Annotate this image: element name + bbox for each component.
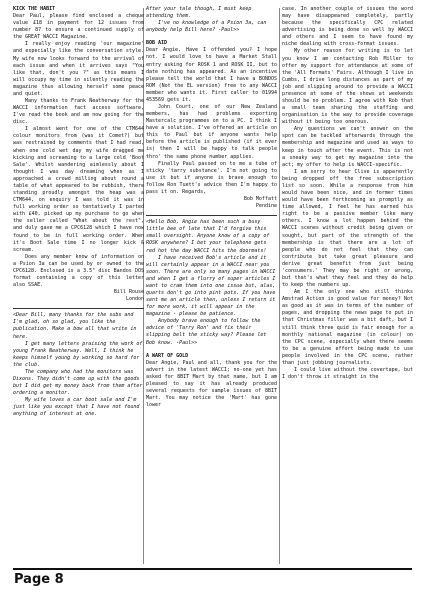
letter-heading: KICK THE HABIT [13,6,56,12]
letter-signature: Bob Moffatt [243,196,277,203]
footer-rule [13,568,412,570]
letter-paragraph: case. In another couple of issues the word may have disappeared completely, partly because the specifically CPC related advertising is being done so well by WACCI and others and I seem to have found my niche dealing with cross-format issues. [282,6,413,48]
letter-paragraph: Dear Angie, Paul and all, thank you for the advert in the latest WACCI; no-one yet has asked for 8BIT Mart by that name, but I am pleased to say it has already produced several requests for sample issues of 8BIT Mart. You may notice the 'Mart' has gone lower [146,359,277,409]
letter-paragraph: Many thanks to Frank Neatherway for the WACCI information fact access software, I've read the book and am now going for the disc. [13,98,144,126]
letter-location: London [125,296,144,303]
letter-paragraph: Any questions we can't answer on the spot can be tackled afterwards through the membership and magazine and used as ways to keep in touch after the event. This is not a sneaky way to get my magazine into the act; my offer to help is WACCI-specific. [282,126,413,168]
letter-paragraph: I could live without the covertape, but I don't throw it straight in the [282,366,413,381]
editor-reply: I get many letters praising the work of young Frank Neatherway. Well, I think he keeps himself young by working so hard for the club. [13,340,143,368]
editor-reply: Anybody brave enough to follow the advice of 'Tarry Ron' and fix their slipping belt the sticky way? Please let Bob know. -Paul>> [146,318,267,346]
editor-reply: I've no knowledge of a Psion 3a, can anybody help Bill here? -Paul>> [146,20,267,34]
letter-paragraph: I really enjoy reading 'our magazine' and especially like the conversation style. My wife now looks forward to the arrival of each issue and when it arrives says "You like that, don't you ?" as this means I will occupy my time in silently reading the magazine thus allowing herself some peace and quiet. [13,41,144,97]
letter-paragraph: I am sorry to hear Clive is apparently being dropped off the free subscription list so soon. While a response from him would have been nice, and in former times would have been forthcoming as promptly as time allowed, I feel he has earned his right to be a passive member like many others. I know a lot happen behind the WACCI scenes without credit being given or sought, but part of the strength of the membership is that there are a lot of people who do not feel that they can contribute but take great pleasure and derive great benefit from just being 'consumers.' They may be right or wrong, but that's what they feel and they do help to keep the numbers up. [282,168,413,289]
section-divider [13,308,144,309]
letter-paragraph: Does any member know of information on a Psion 3a can be used by or owned to the CPC6128. Enclosed is a 3.5" disc Bandos DOS format containing a copy of this letter also SSAE. [13,253,144,289]
editor-reply: After your tale though, I must keep attending them. [146,6,252,20]
letter-paragraph: My other reason for writing is to let you know I am contacting Rob Miller to offer my support for attendance at some of the 'All Formats' Fairs. Although I live in Cumbs, I drive long distances as part of my job and slipping around to provide a WACCI presence at some of the shows at weekends should be no problem. I agree with Rob that a small team sharing the staffing and organisation is the way to provide coverage without it being too onerous. [282,48,413,126]
letter-paragraph: I almost went for one of the CTM644 colour monitors from (was it Comet?) but was restrained by comments that I had read, when one cold wet day my wife dragged me kicking and screaming to a large cold 'Boot Sale'. Whilst wandering aimlessly about I thought I was day dreaming when as I approached a crowd milling about round a table of what appeared to be rubbish, there standing proudly amongst the heap was a CTM644, on enquiry I was told it was in full working order so tentatively I parted with £40, picked up my purchase to go when the seller called "What about the rest", and duly gave me a CPC6128 which I have now found to be in full working order. When it's Boot Sale time I no longer kick & scream. [13,126,144,253]
column-right [282,6,413,381]
letter-heading: A WART OF GOLD [146,352,189,359]
letter-paragraph: Dear Paul, please find enclosed a cheque value £18 in payment for 12 issues from number 87 to ensure a continued supply of the GREAT WACCI Magazine. [13,13,144,41]
editor-reply: My wife loves a car boot sale and I'm just like you except that I have not found anything of interest at one. [13,397,140,418]
letter-paragraph: Dear Angie, Have I offended you? I hope not. I would love to have a Market Stall entry asking for ROSK 1 and ROSK II, but to date nothing has appeared. As an incentive please tell the world that I have a BONDOS ROM (Not the EL version) free to any WACCI member who wants it. First caller to 01994 453569 gets it. [146,47,277,103]
letter-location: Pendine [255,203,277,210]
column-left [13,6,144,418]
editor-reply: <Hello Bob, Angie has been such a busy little bee of late that I'd forgive this small oversight. Anyone know of a copy of ROSK anywhere? I bet your telephone gets red hot the day WACCI hits the doormats! [146,219,270,254]
page-number: Page 8 [14,572,64,587]
section-divider [146,215,277,216]
letter-heading: BOB AID [146,40,168,47]
column-divider [279,8,280,564]
editor-reply: <Dear Bill, many thanks for the subs and I'm glad, oh so glad, you like the publication. Make a bow all that write in here. [13,312,137,340]
letter-paragraph: John Court, one of our New Zealand members, has had problems exporting Mastercalc programmes on to a PC. I think I have a solution. I've offered an article on this to Paul but if anyone wants help before the article is published (if it ever is) then I will be happy to talk people thro' the same phone number applies. [146,104,277,160]
letter-paragraph: Am I the only one who still thinks Amstrad Action is good value for money? Not as good as it was in terms of the number of pages, and dropping the news page to put in that Christmas filler was a bit daft, but I still think three quid is fair enough for a monthly national magazine (in colour) on the CPC scene, especially when there seems to be a genuine effort being made to use people involved in the CPC scene, rather than just jobbing journalists. [282,289,413,366]
editor-reply: I have received Bob's article and it will certainly appear in a WACCI near you soon. There are only so many pages in WACCI and when I get a flurry of super articles I want to cram them into one issue but, alas, quarts don't go into pint pots. If you have sent me an article then, unless I return it for more work, it will appear in the magazine - please be patience. [146,254,276,318]
letter-signature: Bill Rouse [113,289,144,296]
column-middle [146,6,277,409]
letter-paragraph: Finally Paul passed on to me a tube of sticky 'tarry substance'. I'm not going to use it but if anyone is brave enough to follow Ron Tuett's advice then I'm happy to pass it on. Regards, [146,160,277,195]
editor-reply: The company who had the monitors was Dixons. They didn't come up with the goods but I did get my money back from them after ordering a monitor. [13,368,143,397]
